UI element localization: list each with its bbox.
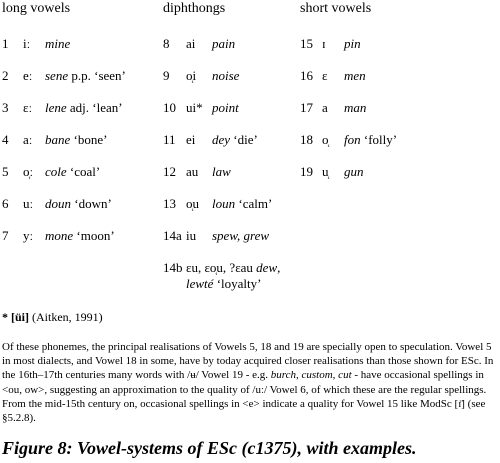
- diphthong-number: 11: [163, 132, 176, 147]
- diphthong-example: [212, 68, 239, 84]
- diphthong-number: 9: [163, 68, 170, 83]
- figure-caption: Figure 8: Vowel-systems of ESc (c1375), with examples.: [2, 438, 417, 458]
- diphthong-14b-comma: ,: [277, 260, 281, 275]
- diphthong-example-word: point: [212, 100, 239, 115]
- long-vowel-example: [45, 228, 115, 244]
- diphthong-14b-gloss: ‘loyalty’: [213, 276, 262, 291]
- short-vowel-example-word: pin: [344, 36, 361, 51]
- long-vowel-example-word: lene: [45, 100, 67, 115]
- short-vowel-example-word: gun: [344, 164, 364, 179]
- long-vowel-number: 1: [2, 36, 9, 51]
- long-vowel-example-word: bane: [45, 132, 71, 147]
- short-vowel-example-word: men: [344, 68, 366, 83]
- long-vowel-example-word: mone: [45, 228, 74, 243]
- long-vowel-example-word: doun: [45, 196, 71, 211]
- short-vowels-header: short vowels: [300, 1, 372, 16]
- long-vowel-gloss: ‘moon’: [73, 228, 115, 243]
- diphthong-example-word: noise: [212, 68, 240, 83]
- diphthong-example-word: dey: [212, 132, 231, 147]
- paragraph-italic-examples: burch, custom, cut: [270, 369, 352, 382]
- diphthong-phoneme: o̜i: [186, 68, 197, 83]
- diphthong-number: 8: [163, 36, 170, 51]
- long-vowel-example: [45, 100, 123, 116]
- short-vowel-phoneme: a: [322, 100, 328, 115]
- short-vowel-example: [344, 100, 366, 116]
- long-vowel-number: 4: [2, 132, 9, 147]
- short-vowel-phoneme: u̜: [322, 164, 329, 179]
- long-vowel-phoneme: eː: [23, 68, 33, 83]
- footnote: [2, 310, 103, 325]
- long-vowel-number: 5: [2, 164, 9, 179]
- long-vowel-number: 3: [2, 100, 9, 115]
- paragraph-text-1: Of these phonemes, the principal realisations of Vowels 5, 18 and 19 are specially open to speculation. Vowel 5 in most dialects, and Vowel 18 in some, have by today acquired closer realisations than those shown for ESc. In the 16th–17th centuries many words with /ʉ/ Vowel 19 - e.g.: [2, 341, 494, 382]
- short-vowel-example: [344, 68, 366, 84]
- diphthong-example-word: law: [212, 164, 231, 179]
- diphthong-phoneme: o̜u: [186, 196, 199, 211]
- diphthong-14b-phonemes: ɛu, ɛo̜u, ?ɛau: [186, 260, 257, 275]
- long-vowel-number: 2: [2, 68, 9, 83]
- diphthong-14b-word-2: lewté: [186, 276, 214, 291]
- long-vowel-example-word: sene: [45, 68, 69, 83]
- long-vowel-example: [45, 68, 126, 84]
- long-vowel-phoneme: uː: [23, 196, 34, 211]
- long-vowels-header: long vowels: [2, 1, 71, 16]
- explanatory-paragraph: [2, 340, 498, 425]
- diphthong-example: [212, 100, 239, 116]
- diphthong-example: [212, 228, 269, 244]
- long-vowel-example: [45, 132, 107, 148]
- diphthong-number: 12: [163, 164, 176, 179]
- diphthong-14b-example-2: [186, 276, 261, 292]
- footnote-citation: (Aitken, 1991): [29, 310, 103, 324]
- short-vowel-number: 17: [300, 100, 313, 115]
- diphthongs-column: [140, 0, 305, 291]
- diphthong-14b-word: dew: [256, 260, 278, 275]
- diphthong-example: [212, 36, 235, 52]
- long-vowel-phoneme: ɛː: [23, 100, 33, 115]
- long-vowel-example: [45, 196, 112, 212]
- long-vowel-gloss: p.p. ‘seen’: [68, 68, 126, 83]
- footnote-marker: * [üi]: [2, 310, 29, 324]
- short-vowel-phoneme: ɛ: [322, 68, 328, 83]
- diphthong-example-word: loun: [212, 196, 236, 211]
- diphthong-phoneme: ai: [186, 36, 196, 51]
- diphthong-gloss: ‘calm’: [235, 196, 273, 211]
- long-vowel-phoneme: o̜ː: [23, 164, 34, 179]
- short-vowel-number: 18: [300, 132, 313, 147]
- long-vowel-example-word: mine: [45, 36, 71, 51]
- short-vowel-gloss: ‘folly’: [360, 132, 398, 147]
- long-vowels-column: [2, 0, 152, 243]
- diphthong-gloss: ‘die’: [230, 132, 258, 147]
- diphthong-example: [212, 132, 258, 148]
- short-vowel-number: 16: [300, 68, 313, 83]
- long-vowel-number: 7: [2, 228, 9, 243]
- long-vowel-number: 6: [2, 196, 9, 211]
- diphthong-phoneme: ei: [186, 132, 196, 147]
- long-vowel-phoneme: aː: [23, 132, 33, 147]
- short-vowel-phoneme: o̜: [322, 132, 329, 147]
- long-vowel-gloss: adj. ‘lean’: [66, 100, 123, 115]
- diphthong-example: [212, 196, 272, 212]
- long-vowel-example: [45, 164, 100, 180]
- diphthong-14b-example: [186, 260, 280, 276]
- short-vowel-example-word: fon: [344, 132, 361, 147]
- diphthongs-header: diphthongs: [163, 1, 226, 16]
- diphthong-phoneme: iu: [186, 228, 197, 243]
- short-vowel-example: [344, 132, 397, 148]
- diphthong-phoneme: ui*: [186, 100, 203, 115]
- long-vowel-example: [45, 36, 70, 52]
- diphthong-example-word: spew, grew: [212, 228, 270, 243]
- short-vowel-number: 19: [300, 164, 313, 179]
- diphthong-example-word: pain: [212, 36, 236, 51]
- long-vowel-gloss: ‘down’: [71, 196, 112, 211]
- long-vowel-gloss: ‘coal’: [66, 164, 101, 179]
- long-vowel-phoneme: yː: [23, 228, 34, 243]
- diphthong-phoneme: au: [186, 164, 199, 179]
- short-vowel-example: [344, 36, 361, 52]
- short-vowel-example-word: man: [344, 100, 367, 115]
- long-vowel-phoneme: iː: [23, 36, 31, 51]
- diphthong-number: 13: [163, 196, 176, 211]
- long-vowel-example-word: cole: [45, 164, 67, 179]
- short-vowel-number: 15: [300, 36, 313, 51]
- diphthong-number: 10: [163, 100, 176, 115]
- diphthong-example: [212, 164, 231, 180]
- long-vowel-gloss: ‘bone’: [70, 132, 108, 147]
- diphthong-number: 14b: [163, 260, 183, 275]
- short-vowel-example: [344, 164, 364, 180]
- short-vowels-column: [300, 0, 500, 179]
- short-vowel-phoneme: ɪ: [322, 36, 326, 51]
- paragraph-text-2: - have occasional spellings in <ou, ow>, suggesting an approximation to the quality of /uː/ Vowel 6, of which these are the regular spellings. From the mid-15th century on, occasional spellings in <e> indicate a quality for Vowel 15 like ModSc [ɪ̈] (see §5.2.8).: [2, 369, 487, 425]
- diphthong-number: 14a: [163, 228, 182, 243]
